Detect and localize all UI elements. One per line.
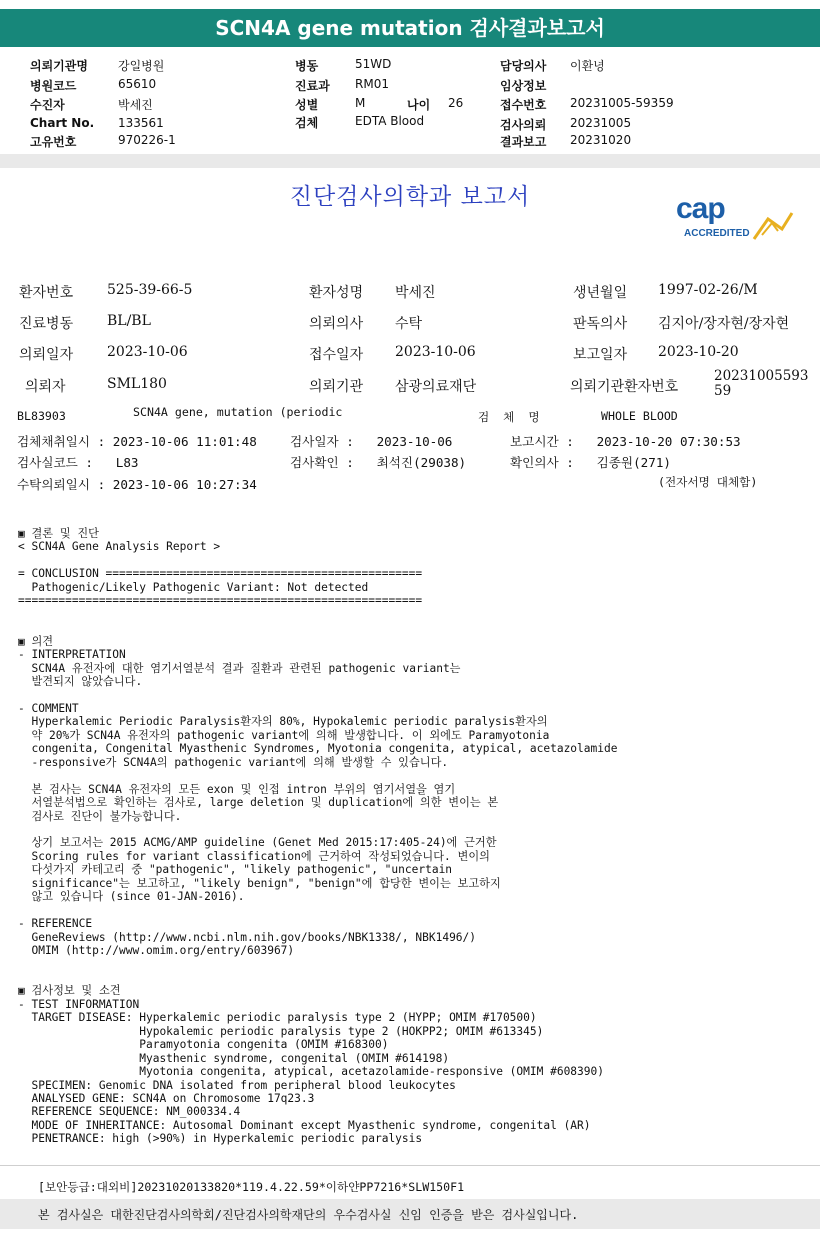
value-requesting-org: 삼광의료재단 bbox=[395, 379, 477, 395]
value-result-date: 20231020 bbox=[570, 133, 632, 147]
label-patient-name: 환자성명 bbox=[309, 285, 364, 301]
label-birthdate: 생년월일 bbox=[573, 285, 628, 301]
value-ordering-doctor: 수탁 bbox=[395, 316, 423, 332]
value-patient-name: 박세진 bbox=[395, 285, 436, 301]
label-reading-doctors: 판독의사 bbox=[573, 316, 628, 332]
label-result-date: 결과보고 bbox=[500, 135, 547, 149]
confirming-doctor: 확인의사 : 김종원(271) bbox=[510, 455, 671, 470]
label-specimen: 검체 bbox=[295, 116, 319, 130]
label-chart-no: Chart No. bbox=[30, 116, 95, 130]
specimen-label: 검 체 명 bbox=[478, 410, 540, 424]
value-hospital-code: 65610 bbox=[118, 77, 157, 91]
consign-datetime: 수탁의뢰일시 : 2023-10-06 10:27:34 bbox=[17, 477, 257, 492]
label-org-patient-no: 의뢰기관환자번호 bbox=[570, 379, 679, 395]
value-attending-doctor: 이환녕 bbox=[570, 59, 605, 73]
report-body-text: ▣ 결론 및 진단 < SCN4A Gene Analysis Report > = CONCLUSION =============================================== Pathogenic/Likely Pathogenic Variant: Not detected ============================================================ ▣ 의견 - INTERPRETATION SCN4A 유전자에 대한 염기서열분석 결과 질환과 관련된 pathogenic variant는 발견되지 않았습니다. - COMMENT Hyperkalemic Periodic Paralysis환자의 80%, Hypokalemic periodic paralysis환자의 약 20%가 SCN4A 유전자의 pathogenic variant에 의해 발생합니다. 이 외에도 Paramyotonia congenita, Congenital Myasthenic Syndromes, Myotonia congenita, atypical, acetazolamide -responsive가 SCN4A의 pathogenic variant에 의해 발생할 수 있습니다. 본 검사는 SCN4A 유전자의 모든 exon 및 인접 intron 부위의 염기서열을 염기 서열분석법으로 확인하는 검사로, large deletion 및 duplication에 의한 변이는 본 검사로 진단이 불가능합니다. 상기 보고서는 2015 ACMG/AMP guideline (Genet Med 2015:17:405-24)에 근거한 Scoring rules for variant classification에 근거하여 작성되었습니다. 변이의 다섯가지 카테고리 중 "pathogenic", "likely pathogenic", "uncertain significance"는 보고하고, "likely benign", "benign"에 합당한 변이는 보고하지 않고 있습니다 (since 01-JAN-2016). - REFERENCE GeneReviews (http://www.ncbi.nlm.nih.gov/books/NBK1338/, NBK1496/) OMIM (http://www.omim.org/entry/603967) ▣ 검사정보 및 소견 - TEST INFORMATION TARGET DISEASE: Hyperkalemic periodic paralysis type 2 (HYPP; OMIM #170500) Hypokalemic periodic paralysis type 2 (HOKPP2; OMIM #613345) Paramyotonia congenita (OMIM #168300) Myasthenic syndrome, congenital (OMIM #614198) Myotonia congenita, atypical, acetazolamide-responsive (OMIM #608390) SPECIMEN: Genomic DNA isolated from peripheral blood leukocytes ANALYSED GENE: SCN4A on Chromosome 17q23.3 REFERENCE SEQUENCE: NM_000334.4 MODE OF INHERITANCE: Autosomal Dominant except Myasthenic syndrome, congenital (AR) PENETRANCE: high (>90%) in Hyperkalemic periodic paralysis bbox=[18, 527, 618, 1146]
electronic-signature-note: (전자서명 대체함) bbox=[658, 475, 758, 489]
value-age: 26 bbox=[448, 96, 464, 110]
label-ordering-doctor: 의뢰의사 bbox=[309, 316, 364, 332]
label-hospital-code: 병원코드 bbox=[30, 79, 77, 93]
footer-divider bbox=[0, 1165, 820, 1166]
value-requester: SML180 bbox=[107, 376, 167, 392]
label-patient-no: 환자번호 bbox=[19, 285, 74, 301]
value-order-date: 2023-10-06 bbox=[107, 344, 188, 360]
value-specimen: EDTA Blood bbox=[355, 114, 425, 128]
report-subtitle: 진단검사의학과 보고서 bbox=[289, 184, 531, 210]
value-department: RM01 bbox=[355, 77, 389, 91]
label-receipt-date: 접수일자 bbox=[309, 347, 364, 363]
value-accession-no: 20231005-59359 bbox=[570, 96, 674, 110]
label-age: 나이 bbox=[407, 98, 431, 112]
specimen-value: WHOLE BLOOD bbox=[601, 409, 678, 423]
cap-logo-text: cap bbox=[676, 192, 725, 225]
label-unique-no: 고유번호 bbox=[30, 135, 77, 149]
label-clinical-info: 임상정보 bbox=[500, 79, 547, 93]
label-requesting-org: 의뢰기관 bbox=[309, 379, 364, 395]
label-patient: 수진자 bbox=[30, 98, 65, 112]
test-code: BL83903 bbox=[17, 409, 66, 423]
value-patient-no: 525-39-66-5 bbox=[107, 282, 193, 298]
report-title-bar: SCN4A gene mutation 검사결과보고서 bbox=[0, 9, 820, 47]
value-report-date: 2023-10-20 bbox=[658, 344, 739, 360]
label-care-ward: 진료병동 bbox=[19, 316, 74, 332]
value-requesting-institution: 강일병원 bbox=[118, 59, 165, 73]
value-request-date: 20231005 bbox=[570, 116, 632, 130]
report-time: 보고시간 : 2023-10-20 07:30:53 bbox=[510, 434, 741, 449]
label-request-date: 검사의뢰 bbox=[500, 118, 547, 132]
exam-date: 검사일자 : 2023-10-06 bbox=[290, 434, 453, 449]
value-unique-no: 970226-1 bbox=[118, 133, 176, 147]
value-care-ward: BL/BL bbox=[107, 313, 151, 329]
label-accession-no: 접수번호 bbox=[500, 98, 547, 112]
label-requesting-institution: 의뢰기관명 bbox=[30, 59, 88, 73]
label-ward: 병동 bbox=[295, 59, 319, 73]
separator-bar bbox=[0, 154, 820, 168]
certification-note: 본 검사실은 대한진단검사의학회/진단검사의학재단의 우수검사실 신임 인증을 받은 검사실입니다. bbox=[38, 1208, 579, 1222]
value-patient: 박세진 bbox=[118, 98, 153, 112]
test-name: SCN4A gene, mutation (periodic bbox=[133, 405, 343, 419]
value-reading-doctors: 김지아/장자현/장자현 bbox=[658, 316, 790, 332]
value-chart-no: 133561 bbox=[118, 116, 164, 130]
lab-code: 검사실코드 : L83 bbox=[17, 455, 139, 470]
cap-accredited-logo bbox=[672, 190, 792, 244]
label-department: 진료과 bbox=[295, 79, 330, 93]
security-line: [보안등급:대외비]20231020133820*119.4.22.59*이하얀PP7216*SLW150F1 bbox=[38, 1180, 465, 1194]
cap-logo-subtext: ACCREDITED bbox=[684, 228, 750, 239]
label-requester: 의뢰자 bbox=[25, 379, 66, 395]
value-receipt-date: 2023-10-06 bbox=[395, 344, 476, 360]
value-birthdate: 1997-02-26/M bbox=[658, 282, 758, 298]
collection-datetime: 검체채취일시 : 2023-10-06 11:01:48 bbox=[17, 434, 257, 449]
exam-check: 검사확인 : 최석진(29038) bbox=[290, 455, 467, 470]
label-report-date: 보고일자 bbox=[573, 347, 628, 363]
value-ward: 51WD bbox=[355, 57, 392, 71]
label-sex: 성별 bbox=[295, 98, 319, 112]
label-order-date: 의뢰일자 bbox=[19, 347, 74, 363]
value-org-patient-no: 20231005593 59 bbox=[714, 368, 809, 399]
value-sex: M bbox=[355, 96, 366, 110]
label-attending-doctor: 담당의사 bbox=[500, 59, 547, 73]
